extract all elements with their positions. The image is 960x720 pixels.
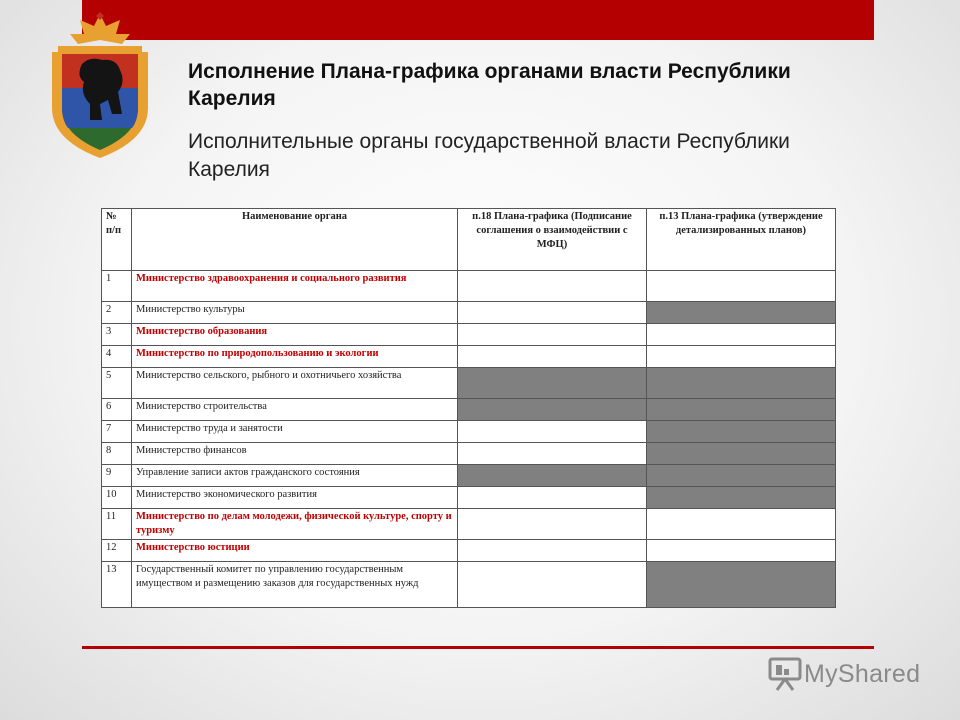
- row-p18-cell: [458, 465, 647, 487]
- table-row: [102, 465, 836, 487]
- row-p18-cell: [458, 324, 647, 346]
- col-header-name: Наименование органа: [132, 209, 458, 271]
- row-p13-cell: [647, 346, 836, 368]
- row-num: 1: [102, 271, 132, 302]
- row-p18-cell: [458, 271, 647, 302]
- myshared-logo[interactable]: [766, 656, 920, 692]
- row-num: 5: [102, 368, 132, 399]
- coat-of-arms-icon: [44, 12, 156, 162]
- row-p18-cell: [458, 509, 647, 540]
- row-p13-cell: [647, 562, 836, 608]
- row-num: 12: [102, 540, 132, 562]
- table-row: [102, 324, 836, 346]
- row-p18-cell: [458, 399, 647, 421]
- table-row: [102, 399, 836, 421]
- top-accent-bar: [82, 0, 874, 40]
- row-name: Министерство здравоохранения и социального развития: [132, 271, 458, 302]
- row-num: 13: [102, 562, 132, 608]
- row-p18-cell: [458, 540, 647, 562]
- presentation-icon: [766, 656, 804, 692]
- col-header-num: № п/п: [102, 209, 132, 271]
- row-num: 4: [102, 346, 132, 368]
- row-p13-cell: [647, 465, 836, 487]
- table-row: [102, 443, 836, 465]
- table-row: [102, 368, 836, 399]
- table-row: [102, 540, 836, 562]
- row-name: Министерство труда и занятости: [132, 421, 458, 443]
- plan-table: [101, 208, 836, 608]
- row-p18-cell: [458, 346, 647, 368]
- row-p18-cell: [458, 443, 647, 465]
- row-p13-cell: [647, 540, 836, 562]
- page-subtitle: Исполнительные органы государственной власти Республики Карелия: [188, 130, 790, 181]
- row-name: Министерство строительства: [132, 399, 458, 421]
- row-name: Министерство культуры: [132, 302, 458, 324]
- row-name: Министерство экономического развития: [132, 487, 458, 509]
- table-row: [102, 302, 836, 324]
- table-header-row: [102, 209, 836, 271]
- row-name: Государственный комитет по управлению государственным имуществом и размещению заказов для государственных нужд: [132, 562, 458, 608]
- col-header-p13: п.13 Плана-графика (утверждение детализированных планов): [647, 209, 836, 271]
- logo-text: MyShared: [804, 659, 921, 688]
- row-p13-cell: [647, 443, 836, 465]
- bottom-divider: [82, 646, 874, 649]
- row-name: Министерство образования: [132, 324, 458, 346]
- row-p18-cell: [458, 562, 647, 608]
- row-name: Министерство сельского, рыбного и охотничьего хозяйства: [132, 368, 458, 399]
- row-num: 3: [102, 324, 132, 346]
- row-p13-cell: [647, 487, 836, 509]
- row-p13-cell: [647, 399, 836, 421]
- row-p13-cell: [647, 509, 836, 540]
- row-p18-cell: [458, 487, 647, 509]
- row-name: Управление записи актов гражданского состояния: [132, 465, 458, 487]
- row-p13-cell: [647, 271, 836, 302]
- table-row: [102, 346, 836, 368]
- row-num: 9: [102, 465, 132, 487]
- row-name: Министерство юстиции: [132, 540, 458, 562]
- row-num: 11: [102, 509, 132, 540]
- table-row: [102, 562, 836, 608]
- row-p18-cell: [458, 421, 647, 443]
- row-num: 8: [102, 443, 132, 465]
- table-row: [102, 487, 836, 509]
- row-p18-cell: [458, 302, 647, 324]
- row-p13-cell: [647, 421, 836, 443]
- row-num: 10: [102, 487, 132, 509]
- table-row: [102, 271, 836, 302]
- row-num: 7: [102, 421, 132, 443]
- table-row: [102, 421, 836, 443]
- row-name: Министерство финансов: [132, 443, 458, 465]
- row-p18-cell: [458, 368, 647, 399]
- col-header-p18: п.18 Плана-графика (Подписание соглашения о взаимодействии с МФЦ): [458, 209, 647, 271]
- row-num: 2: [102, 302, 132, 324]
- row-name: Министерство по делам молодежи, физической культуре, спорту и туризму: [132, 509, 458, 540]
- row-num: 6: [102, 399, 132, 421]
- row-name: Министерство по природопользованию и экологии: [132, 346, 458, 368]
- page-title: Исполнение Плана-графика органами власти Республики Карелия: [188, 60, 791, 110]
- row-p13-cell: [647, 324, 836, 346]
- row-p13-cell: [647, 368, 836, 399]
- row-p13-cell: [647, 302, 836, 324]
- table-row: [102, 509, 836, 540]
